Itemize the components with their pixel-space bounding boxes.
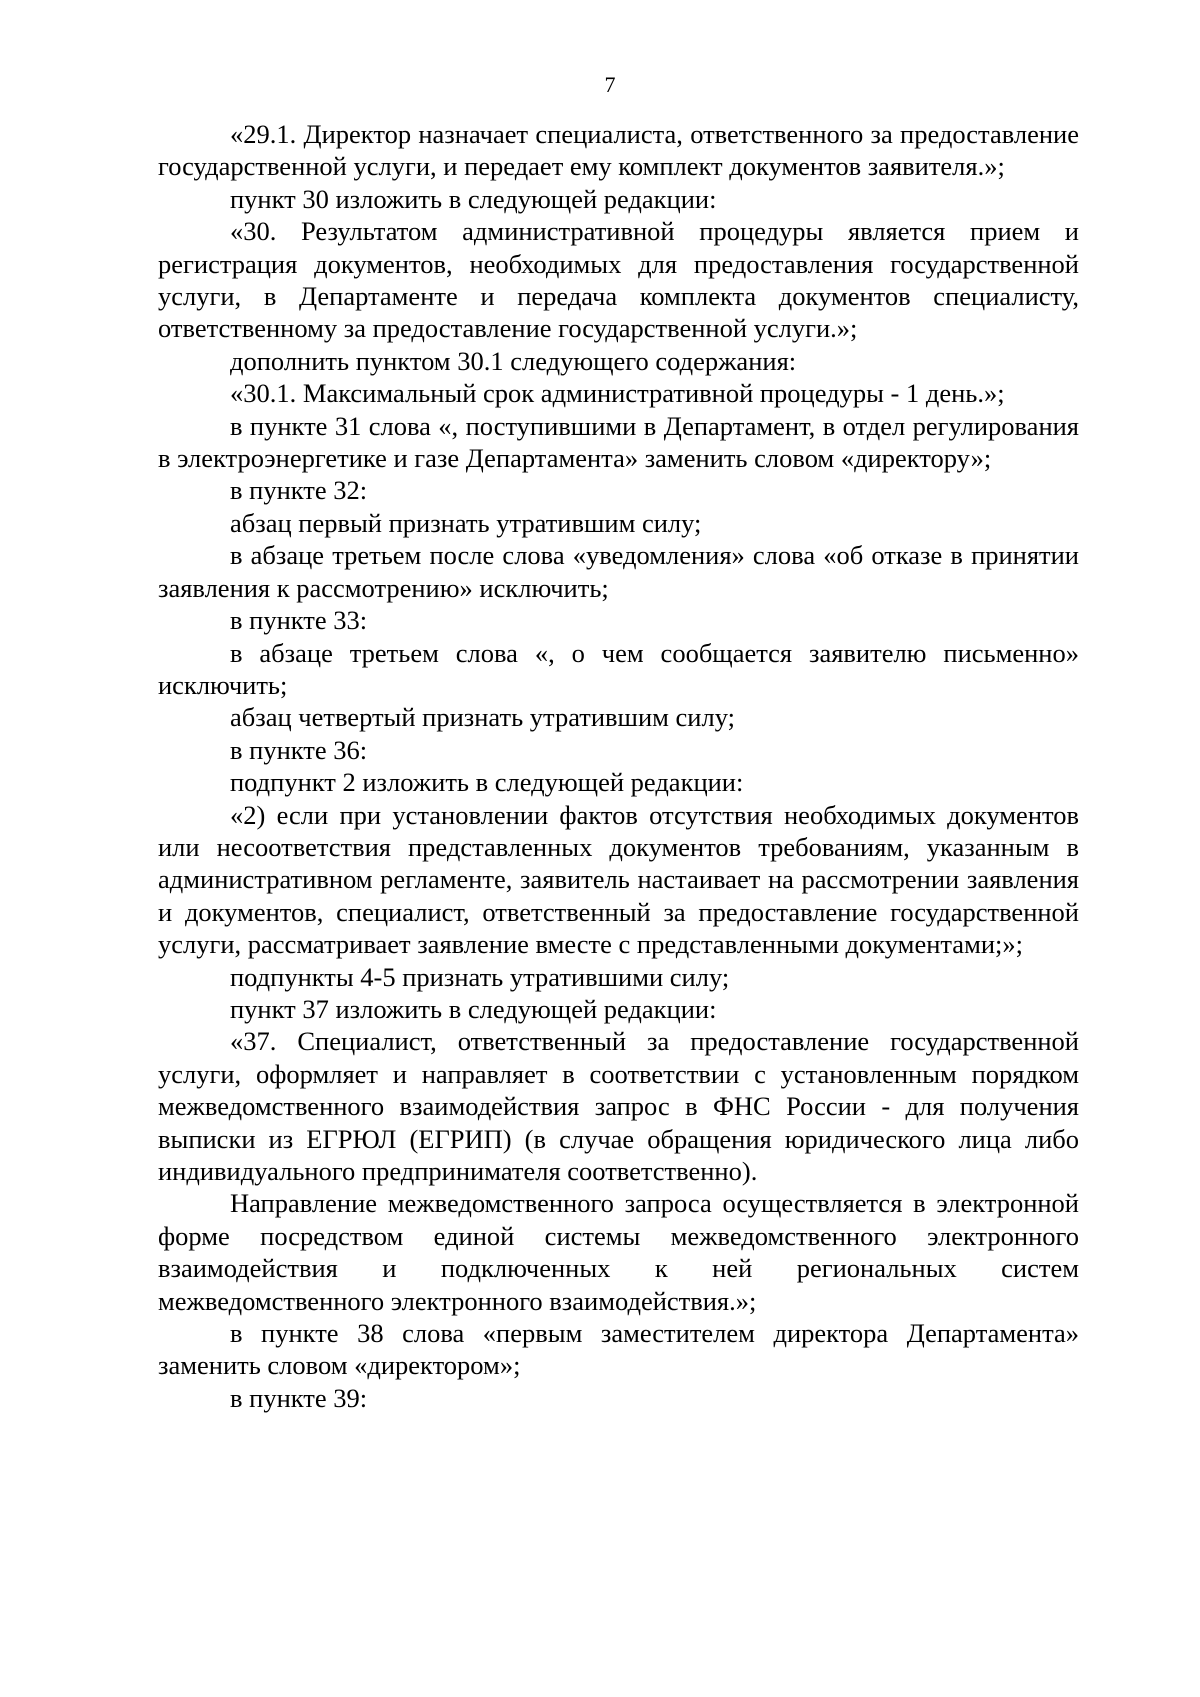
paragraph-item-33-a: в абзаце третьем слова «, о чем сообщается заявителю письменно» исключить; — [158, 637, 1079, 700]
paragraph-item-39-intro: в пункте 39: — [230, 1382, 368, 1413]
paragraph-item-36-intro: в пункте 36: — [230, 734, 368, 765]
paragraph-item-33-intro: в пункте 33: — [230, 605, 368, 636]
paragraph-item-31: в пункте 31 слова «, поступившими в Департамент, в отдел регулирования в электроэнергетике и газе Департамента» заменить словом «директору»; — [158, 410, 1079, 474]
document-body — [158, 118, 1079, 1414]
paragraph-item-30-intro: пункт 30 изложить в следующей редакции: — [230, 183, 717, 214]
paragraph-item-36-sub2: «2) если при установлении фактов отсутствия необходимых документов или несоответствия представленных документов требованиям, указанным в административном регламенте, заявитель настаивает на рассмотрении заявления и документов, специалист, ответственный за предоставление государственной услуги, рассматривает заявление вместе с представленными документами;»; — [158, 799, 1079, 960]
paragraph-30-1: «30.1. Максимальный срок административной процедуры - 1 день.»; — [230, 378, 1005, 409]
paragraph-37-b: Направление межведомственного запроса осуществляется в электронной форме посредством единой системы межведомственного электронного взаимодействия и подключенных к ней региональных систем межведомственного электронного взаимодействия.»; — [158, 1188, 1079, 1316]
paragraph-item-36-sub4-5: подпункты 4-5 признать утратившими силу; — [230, 961, 730, 992]
paragraph-item-37-intro: пункт 37 изложить в следующей редакции: — [230, 993, 717, 1024]
paragraph-item-33-b: абзац четвертый признать утратившим силу; — [230, 702, 735, 733]
paragraph-29-1: «29.1. Директор назначает специалиста, ответственного за предоставление государственной услуги, и передает ему комплект документов заявителя.»; — [158, 119, 1079, 182]
paragraph-30-1-intro: дополнить пунктом 30.1 следующего содержания: — [230, 345, 797, 376]
paragraph-item-38: в пункте 38 слова «первым заместителем директора Департамента» заменить словом «директором»; — [158, 1318, 1079, 1381]
paragraph-item-32-b: в абзаце третьем после слова «уведомления» слова «об отказе в принятии заявления к рассмотрению» исключить; — [158, 540, 1079, 603]
paragraph-37: «37. Специалист, ответственный за предоставление государственной услуги, оформляет и направляет в соответствии с установленным порядком межведомственного взаимодействия запрос в ФНС России - для получения выписки из ЕГРЮЛ (ЕГРИП) (в случае обращения юридического лица либо индивидуального предпринимателя соответственно). — [158, 1026, 1079, 1186]
paragraph-item-36-sub2-intro: подпункт 2 изложить в следующей редакции: — [230, 767, 744, 798]
paragraph-30: «30. Результатом административной процедуры является прием и регистрация документов, необходимых для предоставления государственной услуги, в Департаменте и передача комплекта документов специалисту, ответственному за предоставление государственной услуги.»; — [158, 216, 1079, 344]
page-number: 7 — [604, 72, 616, 97]
paragraph-item-32-intro: в пункте 32: — [230, 475, 368, 506]
paragraph-item-32-a: абзац первый признать утратившим силу; — [230, 507, 702, 538]
